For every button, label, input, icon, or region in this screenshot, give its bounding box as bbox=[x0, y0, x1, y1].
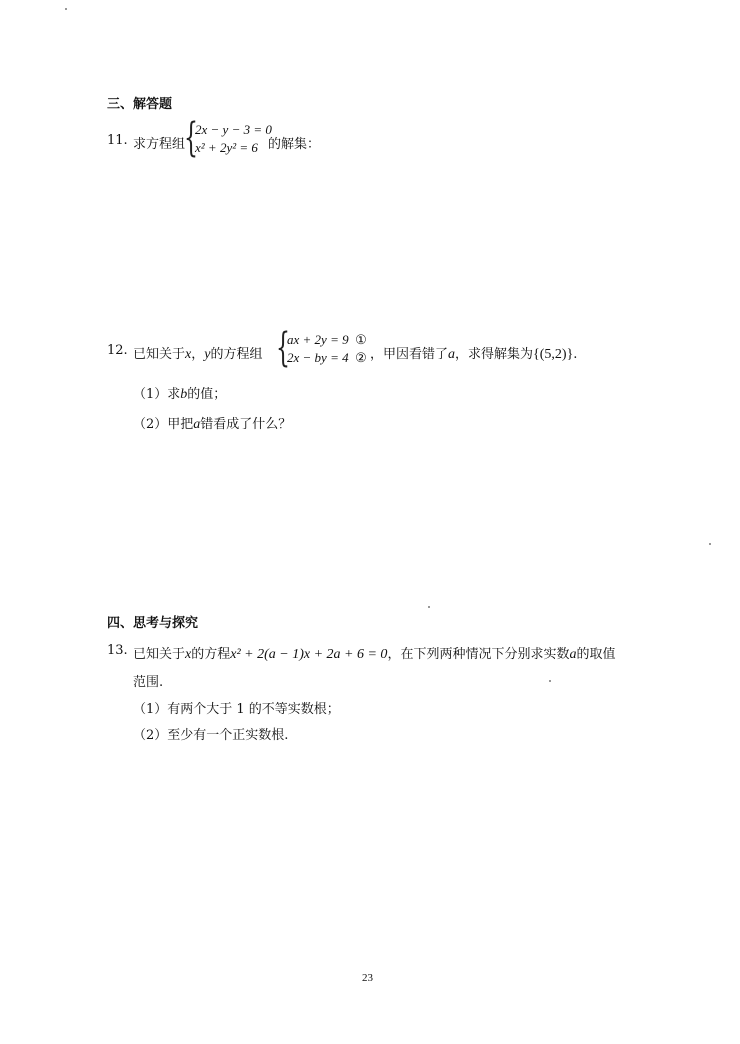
equation-system bbox=[287, 331, 367, 367]
equation-text: 2x − by = 4 bbox=[287, 350, 349, 365]
variable-x: x bbox=[185, 647, 192, 662]
variable-a: a bbox=[448, 347, 456, 362]
equation-2: x² + 2y² = 6 bbox=[195, 140, 258, 155]
question-text: 求方程组 bbox=[133, 137, 186, 152]
variable-x: x bbox=[185, 347, 192, 362]
text: 已知关于 bbox=[133, 347, 186, 362]
text: 的取值 bbox=[576, 647, 616, 662]
text: 的值； bbox=[187, 387, 227, 402]
sub-question-2 bbox=[133, 413, 291, 433]
question-text bbox=[133, 643, 615, 663]
section-heading-solve: 三、解答题 bbox=[107, 97, 173, 112]
text: （2）甲把 bbox=[133, 417, 194, 432]
text: ， bbox=[191, 347, 205, 362]
variable-a: a bbox=[569, 647, 577, 662]
equation-1: 2x − y − 3 = 0 bbox=[195, 122, 272, 137]
text: 错看成了什么？ bbox=[200, 417, 292, 432]
variable-b: b bbox=[180, 387, 188, 402]
text: ，求得解集为 bbox=[455, 347, 534, 362]
left-brace-icon: { bbox=[184, 115, 198, 161]
left-brace-icon: { bbox=[276, 325, 290, 371]
text: （1）求 bbox=[133, 387, 181, 402]
question-text-line2: 范围. bbox=[133, 675, 164, 690]
quadratic-equation: x² + 2(a − 1)x + 2a + 6 = 0 bbox=[230, 647, 388, 662]
question-number: 11. bbox=[107, 133, 128, 148]
scan-speck bbox=[709, 543, 711, 545]
question-number: 12. bbox=[107, 343, 128, 358]
sub-question-1: （1）有两个大于 1 的不等实数根； bbox=[133, 702, 340, 717]
scan-speck bbox=[428, 606, 430, 608]
page-number: 23 bbox=[362, 972, 373, 984]
solution-set: {(5,2)} bbox=[533, 347, 574, 362]
equation-text: ax + 2y = 9 bbox=[287, 332, 349, 347]
text: 的方程 bbox=[191, 647, 231, 662]
section-heading-explore: 四、思考与探究 bbox=[107, 616, 199, 631]
circled-number: ① bbox=[355, 332, 367, 347]
text: ，在下列两种情况下分别求实数 bbox=[387, 647, 570, 662]
variable-y: y bbox=[204, 347, 211, 362]
text: . bbox=[573, 347, 578, 362]
question-text-cont bbox=[370, 343, 577, 363]
sub-question-1 bbox=[133, 383, 226, 403]
equation-system bbox=[195, 121, 272, 157]
question-text bbox=[133, 343, 262, 363]
text: 的方程组 bbox=[210, 347, 263, 362]
variable-a: a bbox=[193, 417, 201, 432]
text: 已知关于 bbox=[133, 647, 186, 662]
equation-2 bbox=[287, 349, 367, 367]
circled-number: ② bbox=[355, 350, 367, 365]
question-number: 13. bbox=[107, 643, 128, 658]
sub-question-2: （2）至少有一个正实数根. bbox=[133, 728, 289, 743]
scan-speck bbox=[549, 680, 551, 682]
equation-1 bbox=[287, 331, 367, 349]
text: ，甲因看错了 bbox=[370, 347, 449, 362]
scan-speck bbox=[65, 8, 67, 10]
question-text-suffix: 的解集： bbox=[268, 137, 321, 152]
